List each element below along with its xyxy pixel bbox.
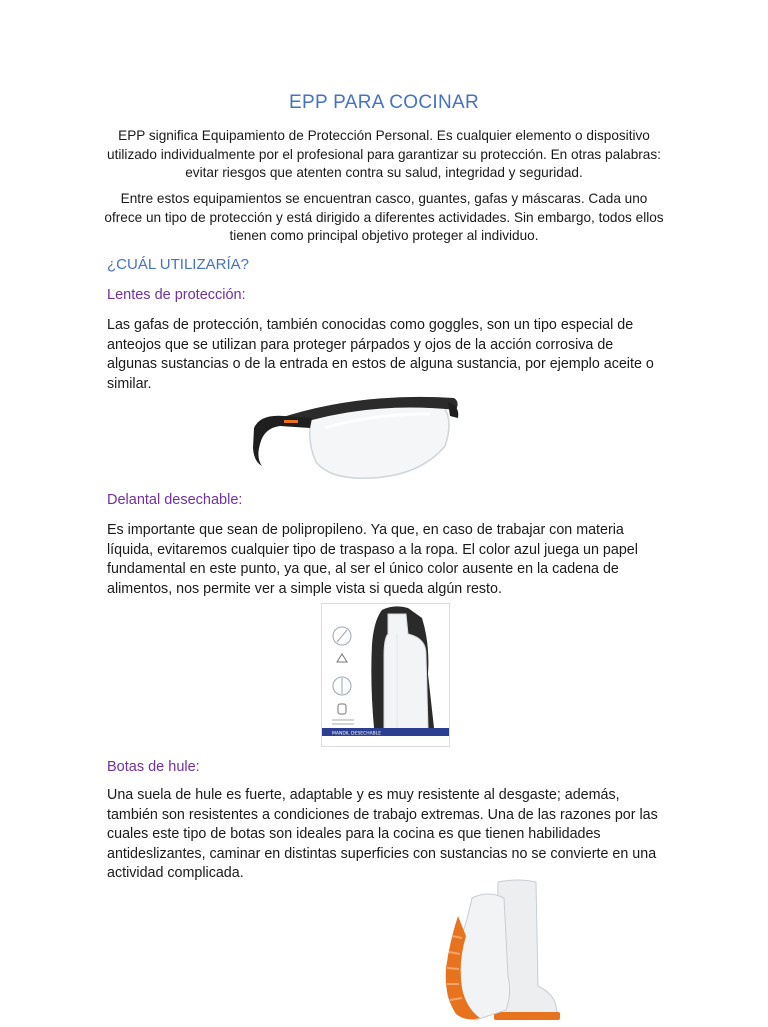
section-text-delantal: Es importante que sean de polipropileno. Ya que, en caso de trabajar con materia líquida, evitaremos cualquier tipo de traspaso a la ropa. El color azul juega un papel fundamental en este punto, ya que, al ser el único color ausente en la cadena de alimentos, nos permite ver a simple vista si queda algún resto.: [107, 522, 638, 597]
page-title: EPP PARA COCINAR: [289, 92, 479, 113]
goggles-image: [250, 388, 462, 482]
apron-caption: MANDIL DESECHABLE: [332, 731, 382, 737]
section-heading-delantal: Delantal desechable:: [107, 492, 243, 508]
boots-image: [436, 876, 576, 1022]
intro-paragraph-1: EPP significa Equipamiento de Protección Personal. Es cualquier elemento o dispositivo utilizado individualmente por el profesional para garantizar su protección. En otras palabras: evitar riesgos que atenten contra su salud, integridad y seguridad.: [107, 128, 661, 180]
apron-image: [321, 603, 450, 747]
question-heading: ¿CUÁL UTILIZARÍA?: [107, 256, 249, 273]
intro-paragraph-2: Entre estos equipamientos se encuentran casco, guantes, gafas y máscaras. Cada uno ofrece un tipo de protección y está dirigido a diferentes actividades. Sin embargo, todos ellos tienen como principal objetivo proteger al individuo.: [104, 191, 664, 243]
section-text-botas: Una suela de hule es fuerte, adaptable y es muy resistente al desgaste; además, también son resistentes a condiciones de trabajo extremas. Una de las razones por las cuales este tipo de botas son ideales para la cocina es que tienen habilidades antideslizantes, caminar en distintas superficies con sustancias no se convierte en una actividad complicada.: [107, 787, 658, 881]
section-heading-botas: Botas de hule:: [107, 759, 200, 775]
section-text-lentes: Las gafas de protección, también conocidas como goggles, son un tipo especial de anteojos que se utilizan para proteger párpados y ojos de la acción corrosiva de algunas sustancias o de la entrada en estos de alguna sustancia, por ejemplo aceite o similar.: [107, 317, 654, 392]
apron-illustration: [322, 604, 449, 746]
goggles-illustration: [250, 388, 462, 482]
boots-illustration: [436, 876, 576, 1022]
section-heading-lentes: Lentes de protección:: [107, 287, 246, 303]
